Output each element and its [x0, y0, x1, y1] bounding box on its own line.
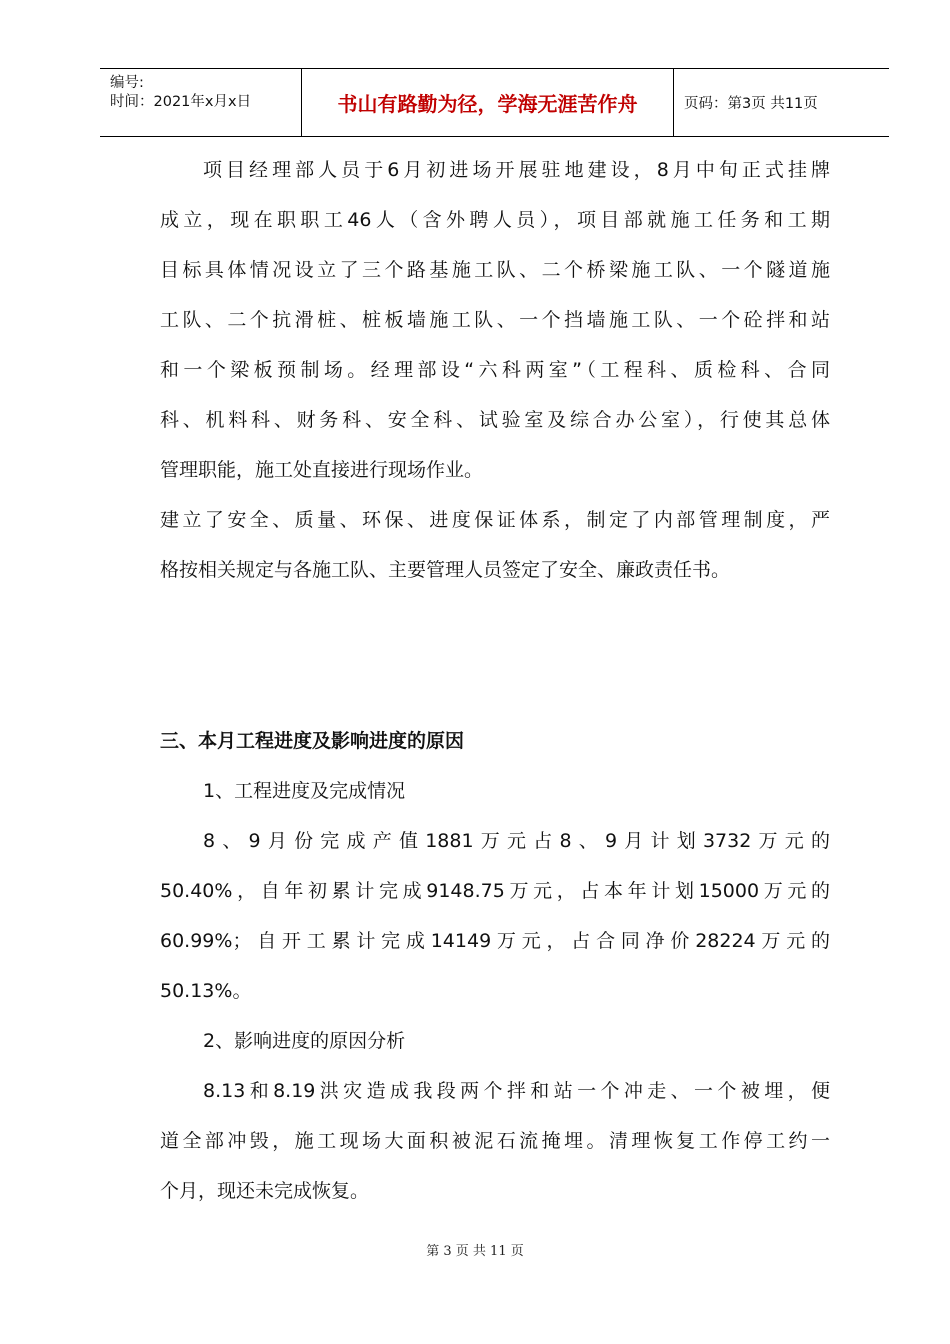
section-3-body	[160, 766, 830, 1216]
document-time-label: 时间：2021年x月x日	[110, 94, 252, 110]
subheading-causes: 2、影响进度的原因分析	[203, 1030, 406, 1052]
header-page-label: 页码：第3页 共11页	[684, 96, 818, 112]
subheading-progress: 1、工程进度及完成情况	[203, 780, 406, 802]
section-3-heading: 三、本月工程进度及影响进度的原因	[160, 730, 465, 752]
paragraph-line: 60.99%；自开工累计完成14149万元，占合同净价28224万元的	[160, 930, 830, 952]
paragraph-line: 道全部冲毁，施工现场大面积被泥石流掩埋。清理恢复工作停工约一	[160, 1130, 830, 1152]
paragraph-line: 项目经理部人员于6月初进场开展驻地建设，8月中旬正式挂牌	[203, 159, 830, 181]
paragraph-line: 和一个梁板预制场。经理部设“六科两室”（工程科、质检科、合同	[160, 359, 830, 381]
paragraph-line: 8、9月份完成产值1881万元占8、9月计划3732万元的	[203, 830, 830, 852]
paragraph-line: 建立了安全、质量、环保、进度保证体系，制定了内部管理制度，严	[160, 509, 830, 531]
header-meta	[100, 69, 302, 136]
paragraph-line: 格按相关规定与各施工队、主要管理人员签定了安全、廉政责任书。	[160, 559, 731, 581]
paragraph-line: 50.40%，自年初累计完成9148.75万元，占本年计划15000万元的	[160, 880, 830, 902]
page-header	[100, 68, 889, 137]
header-motto: 书山有路勤为径，学海无涯苦作舟	[302, 69, 674, 136]
paragraph-line: 目标具体情况设立了三个路基施工队、二个桥梁施工队、一个隧道施	[160, 259, 830, 281]
paragraph-line: 8.13和8.19洪灾造成我段两个拌和站一个冲走、一个被埋，便	[203, 1080, 830, 1102]
paragraph-line: 成立，现在职职工46人（含外聘人员），项目部就施工任务和工期	[160, 209, 830, 231]
section-1-body	[160, 145, 830, 595]
paragraph-line: 个月，现还未完成恢复。	[160, 1180, 370, 1202]
document-number-label: 编号:	[110, 75, 144, 91]
paragraph-line: 工队、二个抗滑桩、桩板墙施工队、一个挡墙施工队、一个砼拌和站	[160, 309, 830, 331]
paragraph-line: 50.13%。	[160, 980, 252, 1002]
paragraph-line: 管理职能，施工处直接进行现场作业。	[160, 459, 484, 481]
paragraph-line: 科、机料科、财务科、安全科、试验室及综合办公室），行使其总体	[160, 409, 830, 431]
page-footer: 第 3 页 共 11 页	[426, 1244, 524, 1259]
